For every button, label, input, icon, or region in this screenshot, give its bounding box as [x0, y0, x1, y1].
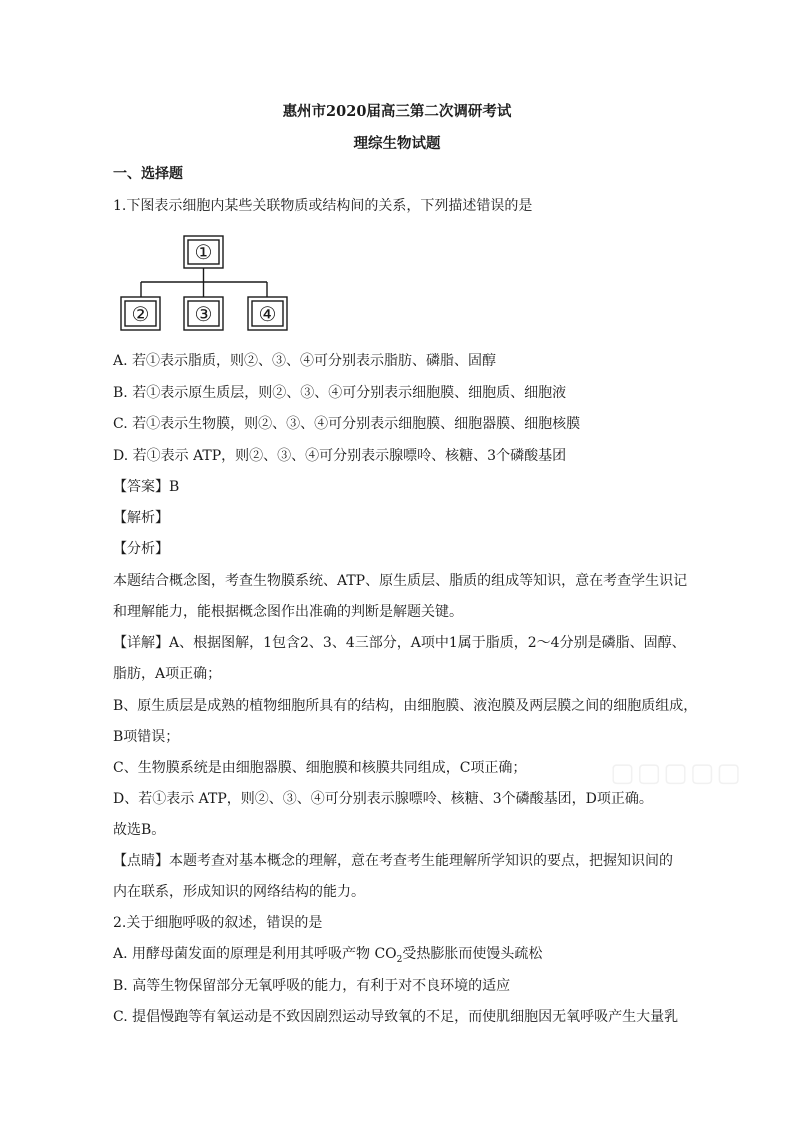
q1-option-c: C. 若①表示生物膜，则②、③、④可分别表示细胞膜、细胞器膜、细胞核膜 — [113, 416, 581, 432]
q1-detail-line: B、原生质层是成熟的植物细胞所具有的结构，由细胞膜、液泡膜及两层膜之间的细胞质组成， — [113, 698, 698, 714]
watermark: ▢▢▢▢▢ — [610, 758, 743, 788]
q1-detail-line: 脂肪，A项正确； — [113, 666, 222, 682]
q1-detail-line: C、生物膜系统是由细胞器膜、细胞膜和核膜共同组成，C项正确； — [113, 760, 527, 776]
q1-detail-line: 故选B。 — [113, 822, 166, 838]
diagram-label-1: ① — [194, 240, 213, 264]
diagram-label-3: ③ — [194, 302, 213, 326]
q1-analysis-line: 本题结合概念图，考查生物膜系统、ATP、原生质层、脂质的组成等知识，意在考查学生识记 — [113, 573, 688, 589]
q1-detail-line: B项错误； — [113, 729, 180, 745]
q2-option-b: B. 高等生物保留部分无氧呼吸的能力，有利于对不良环境的适应 — [113, 978, 511, 994]
q1-analysis-line: 和理解能力，能根据概念图作出准确的判断是解题关键。 — [113, 604, 463, 620]
q1-jiexi-heading: 【解析】 — [113, 510, 169, 526]
q1-point-line: 内在联系，形成知识的网络结构的能力。 — [113, 884, 365, 900]
q2-option-a-text-rest: 受热膨胀而使馒头疏松 — [402, 946, 543, 962]
q1-option-d: D. 若①表示 ATP，则②、③、④可分别表示腺嘌呤、核糖、3个磷酸基团 — [113, 448, 567, 464]
section-heading: 一、选择题 — [113, 166, 183, 182]
q1-detail-line: D、若①表示 ATP，则②、③、④可分别表示腺嘌呤、核糖、3个磷酸基团，D项正确。 — [113, 791, 653, 807]
q2-option-a — [113, 944, 542, 970]
diagram-label-4: ④ — [258, 302, 277, 326]
q2-option-c: C. 提倡慢跑等有氧运动是不致因剧烈运动导致氧的不足，而使肌细胞因无氧呼吸产生大量乳 — [113, 1009, 679, 1025]
exam-subtitle: 理综生物试题 — [353, 135, 441, 152]
q1-detail-line: 【详解】A、根据图解，1包含2、3、4三部分，A项中1属于脂质，2～4分别是磷脂、固醇、 — [113, 635, 686, 651]
q1-option-a: A. 若①表示脂质，则②、③、④可分别表示脂肪、磷脂、固醇 — [113, 353, 497, 369]
question-1-stem: 1.下图表示细胞内某些关联物质或结构间的关系，下列描述错误的是 — [113, 198, 533, 214]
q1-point-line: 【点睛】本题考查对基本概念的理解，意在考查考生能理解所学知识的要点，把握知识间的 — [113, 853, 673, 869]
q1-answer: 【答案】B — [113, 479, 180, 495]
exam-title: 惠州市2020届高三第二次调研考试 — [282, 103, 512, 120]
q2-option-a-subscript: 2 — [396, 954, 403, 965]
q2-option-a-text: A. 用酵母菌发面的原理是利用其呼吸产物 CO — [113, 946, 397, 962]
q1-fenxi-heading: 【分析】 — [113, 541, 169, 557]
concept-diagram — [120, 235, 292, 333]
q1-option-b: B. 若①表示原生质层，则②、③、④可分别表示细胞膜、细胞质、细胞液 — [113, 385, 567, 401]
question-2-stem: 2.关于细胞呼吸的叙述，错误的是 — [113, 915, 323, 931]
diagram-label-2: ② — [131, 302, 150, 326]
